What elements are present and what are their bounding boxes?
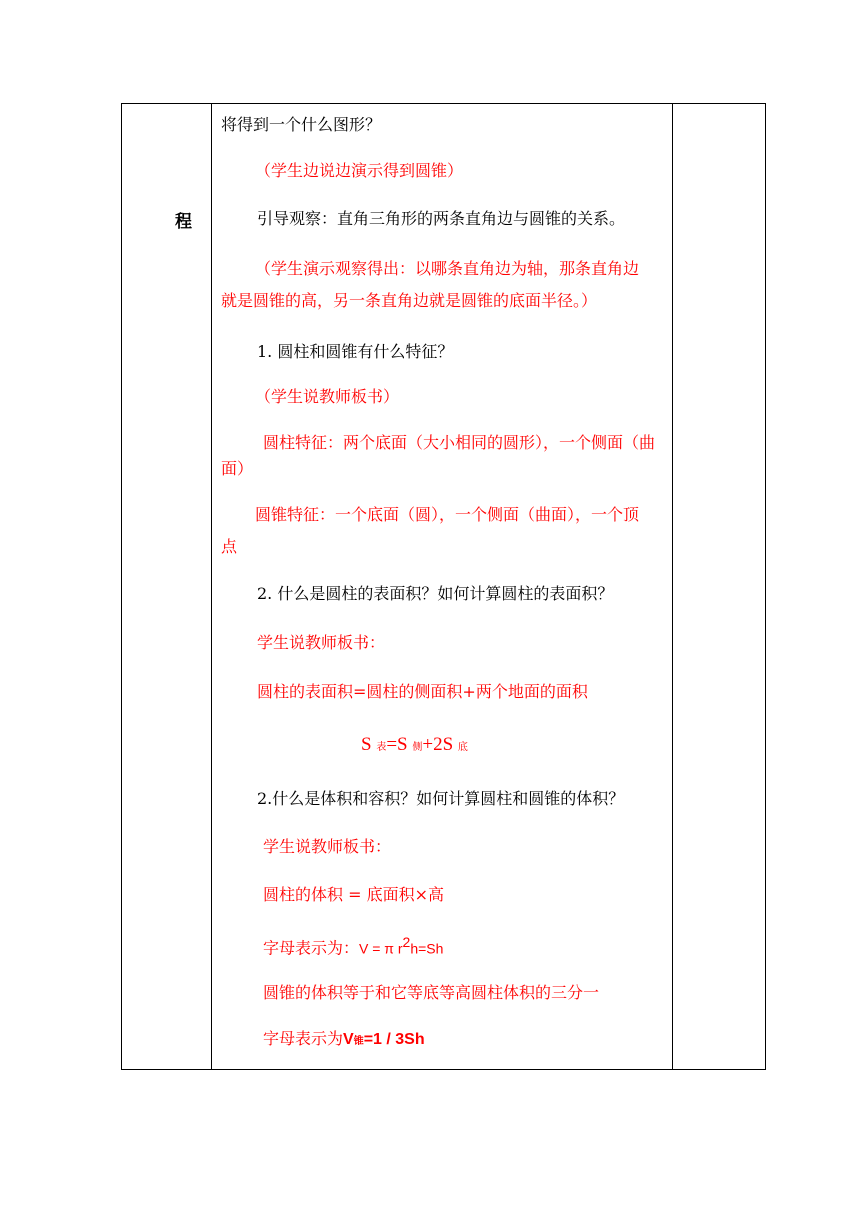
- column-divider-2: [672, 104, 673, 1069]
- formula-part: V: [343, 1031, 354, 1048]
- text-line: 就是圆锥的高，另一条直角边就是圆锥的底面半径。）: [221, 291, 598, 310]
- text-line: 面）: [221, 459, 254, 478]
- text-line: 点: [221, 537, 238, 556]
- formula-prefix: 字母表示为: [263, 1029, 344, 1048]
- formula-subscript: 锥: [353, 1036, 364, 1047]
- formula-part: =S: [386, 734, 408, 755]
- text-line: 圆锥的体积等于和它等底等高圆柱体积的三分一: [263, 983, 600, 1002]
- formula-part: +2S: [422, 734, 454, 755]
- cylinder-volume-formula: [263, 931, 443, 959]
- text-line: 2. 什么是圆柱的表面积？如何计算圆柱的表面积？: [257, 584, 614, 603]
- text-line: 引导观察：直角三角形的两条直角边与圆锥的关系。: [257, 209, 626, 228]
- formula-superscript: 2: [402, 934, 411, 950]
- surface-area-formula: [361, 734, 468, 759]
- text-line: 将得到一个什么图形？: [221, 115, 382, 134]
- text-line: 学生说教师板书：: [263, 837, 392, 856]
- formula-part: =1 / 3Sh: [363, 1031, 425, 1048]
- text-line: 学生说教师板书：: [257, 633, 386, 652]
- cone-volume-formula: [263, 1028, 425, 1053]
- text-line: 1. 圆柱和圆锥有什么特征？: [257, 342, 454, 361]
- text-line: 2.什么是体积和容积？如何计算圆柱和圆锥的体积？: [257, 789, 625, 808]
- formula-subscript: 表: [376, 742, 387, 753]
- formula-subscript: 侧: [412, 742, 423, 753]
- text-line: （学生边说边演示得到圆锥）: [255, 161, 464, 180]
- formula-part: h=Sh: [410, 940, 444, 957]
- formula-prefix: 字母表示为：: [263, 938, 360, 958]
- formula-part: V = π r: [359, 940, 403, 957]
- text-line: （学生说教师板书）: [255, 387, 400, 406]
- text-line: （学生演示观察得出：以哪条直角边为轴，那条直角边: [255, 259, 640, 278]
- text-line: 圆锥特征：一个底面（圆），一个侧面（曲面），一个顶: [255, 505, 640, 524]
- formula-part: S: [361, 734, 372, 755]
- text-line: 圆柱特征：两个底面（大小相同的圆形），一个侧面（曲: [263, 433, 656, 452]
- formula-subscript: 底: [457, 742, 468, 753]
- row-label: 程: [175, 212, 192, 232]
- text-line: 圆柱的体积 = 底面积×高: [263, 885, 444, 904]
- column-divider-1: [211, 104, 212, 1069]
- text-line: 圆柱的表面积=圆柱的侧面积+两个地面的面积: [257, 682, 588, 701]
